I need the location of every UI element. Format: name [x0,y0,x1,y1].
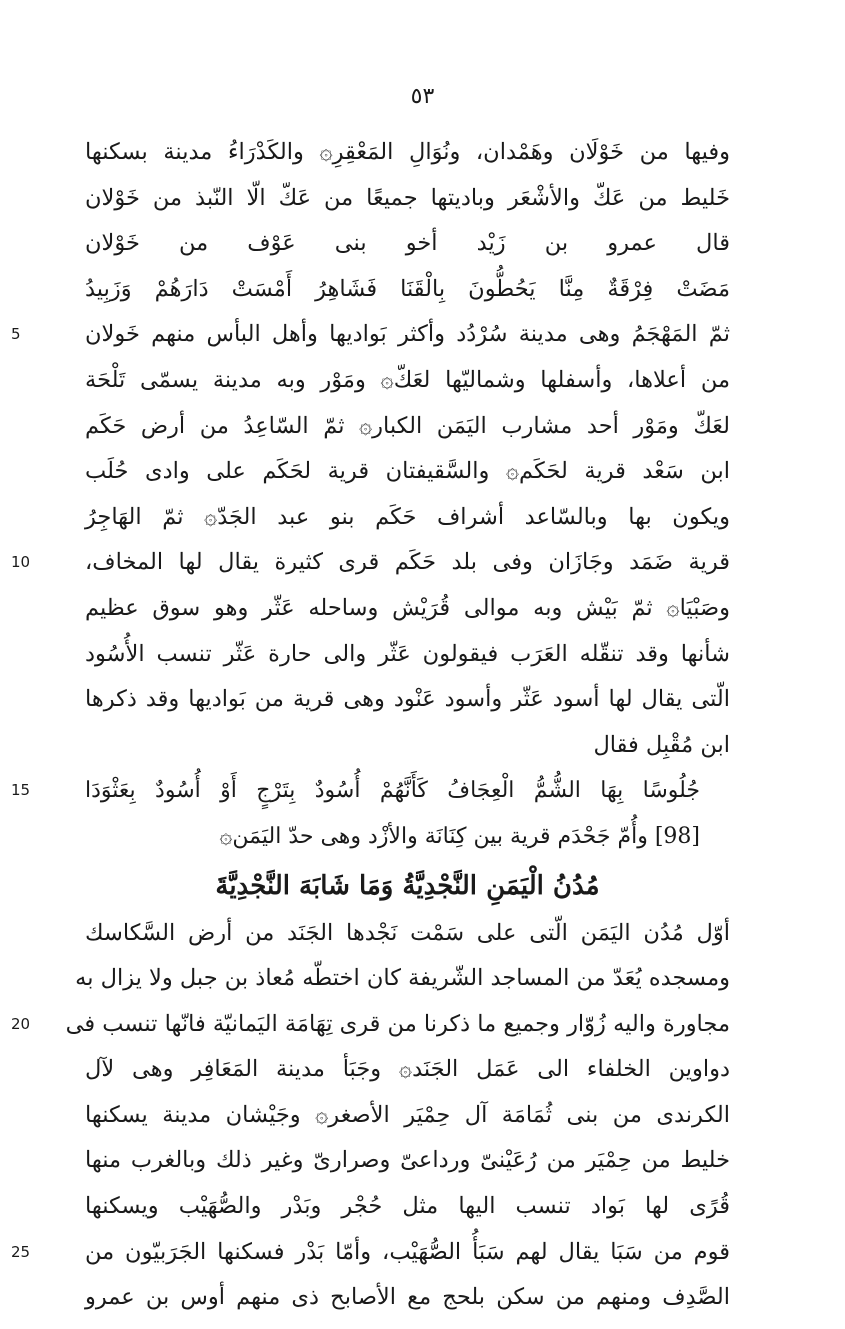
line-text: دواوين الخلفاء الى عَمَل الجَنَد۞ وجَبَأ مدينة المَعَافِر وهى لآل [85,1056,730,1083]
line-number: 15 [11,781,31,800]
text-line [85,176,730,222]
text-line [11,312,730,358]
line-text: خَليط من عَكّ والأشْعَر وباديتها جميعًا من عَكّ الّا النّبذ من خَوْلان [85,184,730,211]
line-number: 20 [11,1014,31,1033]
line-text: الكرندى من بنى ثُمَامَة آل حِمْيَر الأصغر۞ وجَيْشان مدينة يسكنها [85,1101,730,1128]
line-text: ابن مُقْبِل فقال [593,731,730,758]
text-line [11,1230,730,1276]
text-line [85,495,730,541]
line-text: شأنها وقد تنقّله العَرَب فيقولون عَثّر والى حارة عَثّر تنسب الأُسُود [85,640,730,667]
text-line [85,814,730,860]
line-text: ثمّ المَهْجَمُ وهى مدينة سُرْدُد وأكثر بَواديها وأهل البأس منهم خَولان [85,321,730,348]
line-text: خليط من حِمْيَر من رُعَيْنىّ ورداعىّ وصرارىّ وغير ذلك وبالغرب منها [85,1147,730,1174]
line-text: مجاورة واليه زُوّار وجميع ما ذكرنا من قرى تِهَامَة اليَمانيّة فانّها تنسب فى [65,1010,730,1037]
line-text: مُدُنُ الْيَمَنِ النَّجْدِيَّةُ وَمَا شَابَهَ النَّجْدِيَّةَ [215,870,600,901]
line-number: 25 [11,1242,31,1261]
text-line [85,449,730,495]
line-text: ويكون بها وبالسّاعد أشراف حَكَم بنو عبد الجَدّ۞ ثمّ الهَاجِرُ [85,503,730,530]
line-number: 5 [11,325,21,344]
text-line [85,632,730,678]
page-number: ٥٣ [410,84,435,109]
section-heading [85,862,730,911]
text-line [85,911,730,957]
text-line [11,768,730,814]
text-line [75,956,730,1002]
line-text: جُلُوسًا بِهَا الشُّمُّ الْعِجَافُ كَأَنَّهُمْ أُسُودٌ بِتَرْجٍ أَوْ أُسُودٌ بِعَثْوَدَا [85,778,700,804]
text-line [85,130,730,176]
line-number: 10 [11,553,31,572]
line-text: أوّل مُدُن اليَمَن الّتى على سَمْت نَجْدها الجَنَد من أرض السَّكاسك [85,919,730,946]
line-text: ومسجده يُعَدّ من المساجد الشّريفة كان اختطّه مُعاذ بن جبل ولا يزال به [75,965,730,992]
text-line [85,677,730,723]
text-line [11,1002,730,1048]
line-text: [98] وأُمّ جَحْدَم قرية بين كِنَانَة والأزْد وهى حدّ اليَمَن۞ [219,823,700,849]
text-line [85,1093,730,1139]
line-text: وصَبْيَا۞ ثمّ بَيْش وبه موالى قُرَيْش وساحله عَثّر وهو سوق عظيم [85,594,730,621]
text-line [85,404,730,450]
text-line [85,267,730,313]
line-text: الّتى يقال لها أسود عَثّر وأسود عَنْود وهى قرية من بَواديها وقد ذكرها [85,686,730,713]
line-text: قوم من سَبَا يقال لهم سَبَأُ الصُّهَيْب، وأمّا بَدْر فسكنها الجَرَبيّون من [85,1238,730,1265]
line-text: وفيها من خَوْلَان وهَمْدان، ونُوَالِ المَعْقِرِ۞ والكَدْرَاءُ مدينة بسكنها [85,139,730,165]
line-text: الصَّدِف ومنهم من سكن بلحج مع الأصابح ذى منهم أوس بن عمرو [85,1284,730,1311]
text-line [85,358,730,404]
text-line [85,221,730,267]
text-line [85,586,730,632]
line-text: من أعلاها، وأسفلها وشماليّها لعَكّ۞ ومَوْر وبه مدينة يسمّى تَلْحَة [85,366,730,393]
text-line [85,1184,730,1230]
line-text: قال عمرو بن زَيْد أخو بنى عَوْف من خَوْلان [85,230,730,257]
line-text: لعَكّ ومَوْر أحد مشارب اليَمَن الكبار۞ ثمّ السّاعِدُ من أرض حَكَم [85,412,730,439]
text-line [85,1138,730,1184]
line-text: قُرًى لها بَواد تنسب اليها مثل حُجْر وبَدْر والصُّهَيْب ويسكنها [85,1193,730,1220]
text-line [85,1047,730,1093]
text-line [11,540,730,586]
line-text: قرية ضَمَد وجَازَان وفى بلد حَكَم قرى كثيرة يقال لها المخاف، [85,549,730,576]
text-line [85,723,730,769]
text-body [11,130,730,1321]
text-line [85,1275,730,1321]
line-text: ابن سَعْد قرية لحَكَم۞ والسَّقيفتان قرية لحَكَم على وادى حُلَب [85,458,730,485]
line-text: مَضَتْ فِرْقَةٌ مِنَّا يَحُطُّونَ بِالْقَنَا فَشَاهِرُ أَمْسَتْ دَارَهُمْ وَزَبِيدُ [85,275,730,302]
